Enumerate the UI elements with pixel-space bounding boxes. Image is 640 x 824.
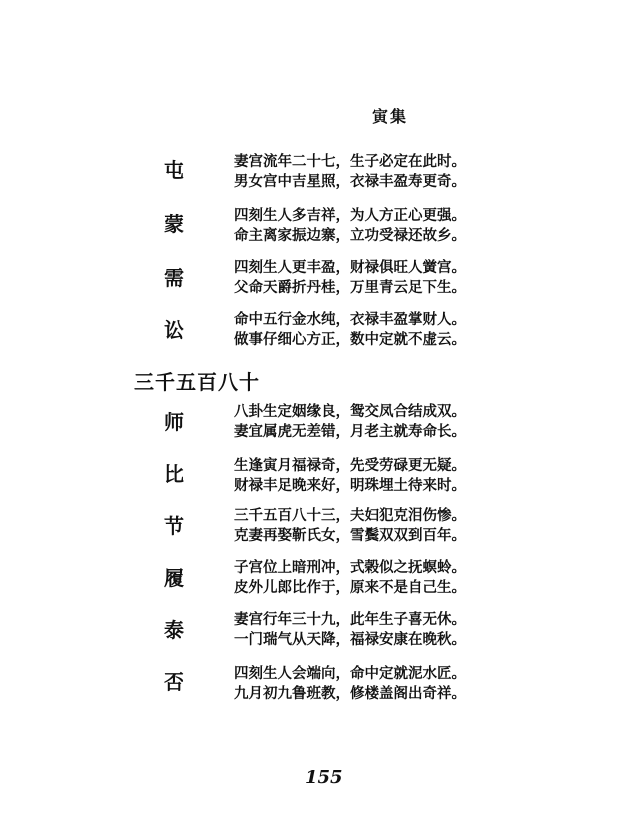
verse-line: 九月初九鲁班教，修楼盖阁出奇祥。 xyxy=(234,685,466,702)
hexagram-name: 需 xyxy=(164,266,184,290)
verse-line: 皮外儿郎比作于，原来不是自己生。 xyxy=(234,579,466,596)
hexagram-name: 履 xyxy=(164,566,184,590)
page-header-title: 寅集 xyxy=(372,107,409,126)
verse-line: 妻宫流年二十七，生子必定在此时。 xyxy=(234,153,466,170)
verse-line: 命主离家振边寨，立功受禄还故乡。 xyxy=(234,227,466,244)
verse-line: 妻宜属虎无差错，月老主就寿命长。 xyxy=(234,423,466,440)
verse xyxy=(234,258,466,298)
verse-line: 八卦生定姻缘良，鸳交凤合结成双。 xyxy=(234,403,466,420)
verse-line: 四刻生人更丰盈，财禄俱旺人黉宫。 xyxy=(234,259,466,276)
verse-line: 父命天爵折丹桂，万里青云足下生。 xyxy=(234,279,466,296)
verse-line: 做事仔细心方正，数中定就不虚云。 xyxy=(234,331,466,348)
verse-line: 妻宫行年三十九，此年生子喜无休。 xyxy=(234,611,466,628)
verse-line: 一门瑞气从天降，福禄安康在晚秋。 xyxy=(234,631,466,648)
hexagram-name: 屯 xyxy=(164,158,184,182)
verse-line: 子宫位上暗刑冲，式榖似之抚螟蛉。 xyxy=(234,559,466,576)
verse xyxy=(234,558,466,598)
hexagram-name: 比 xyxy=(164,462,184,486)
verse xyxy=(234,402,466,442)
hexagram-name: 否 xyxy=(164,670,184,694)
hexagram-name: 泰 xyxy=(164,618,184,642)
hexagram-name: 师 xyxy=(164,410,184,434)
verse xyxy=(234,310,466,350)
verse-line: 四刻生人会端向，命中定就泥水匠。 xyxy=(234,665,466,682)
verse xyxy=(234,206,466,246)
page-number: 155 xyxy=(305,767,343,788)
verse-line: 三千五百八十三，夫妇犯克泪伤惨。 xyxy=(234,507,466,524)
verse xyxy=(234,664,466,704)
verse-line: 生逢寅月福禄奇，先受劳碌更无疑。 xyxy=(234,457,466,474)
verse-line: 男女宫中吉星照，衣禄丰盈寿更奇。 xyxy=(234,173,466,190)
verse xyxy=(234,152,466,192)
verse-line: 四刻生人多吉祥，为人方正心更强。 xyxy=(234,207,466,224)
verse xyxy=(234,456,466,496)
section-heading: 三千五百八十 xyxy=(134,370,260,394)
verse-line: 财禄丰足晚来好，明珠埋土待来时。 xyxy=(234,477,466,494)
hexagram-name: 蒙 xyxy=(164,212,184,236)
verse xyxy=(234,506,466,546)
verse-line: 命中五行金水纯，衣禄丰盈掌财人。 xyxy=(234,311,466,328)
verse xyxy=(234,610,466,650)
hexagram-name: 节 xyxy=(164,514,184,538)
hexagram-name: 讼 xyxy=(164,318,184,342)
verse-line: 克妻再娶靳氏女，雪鬓双双到百年。 xyxy=(234,527,466,544)
